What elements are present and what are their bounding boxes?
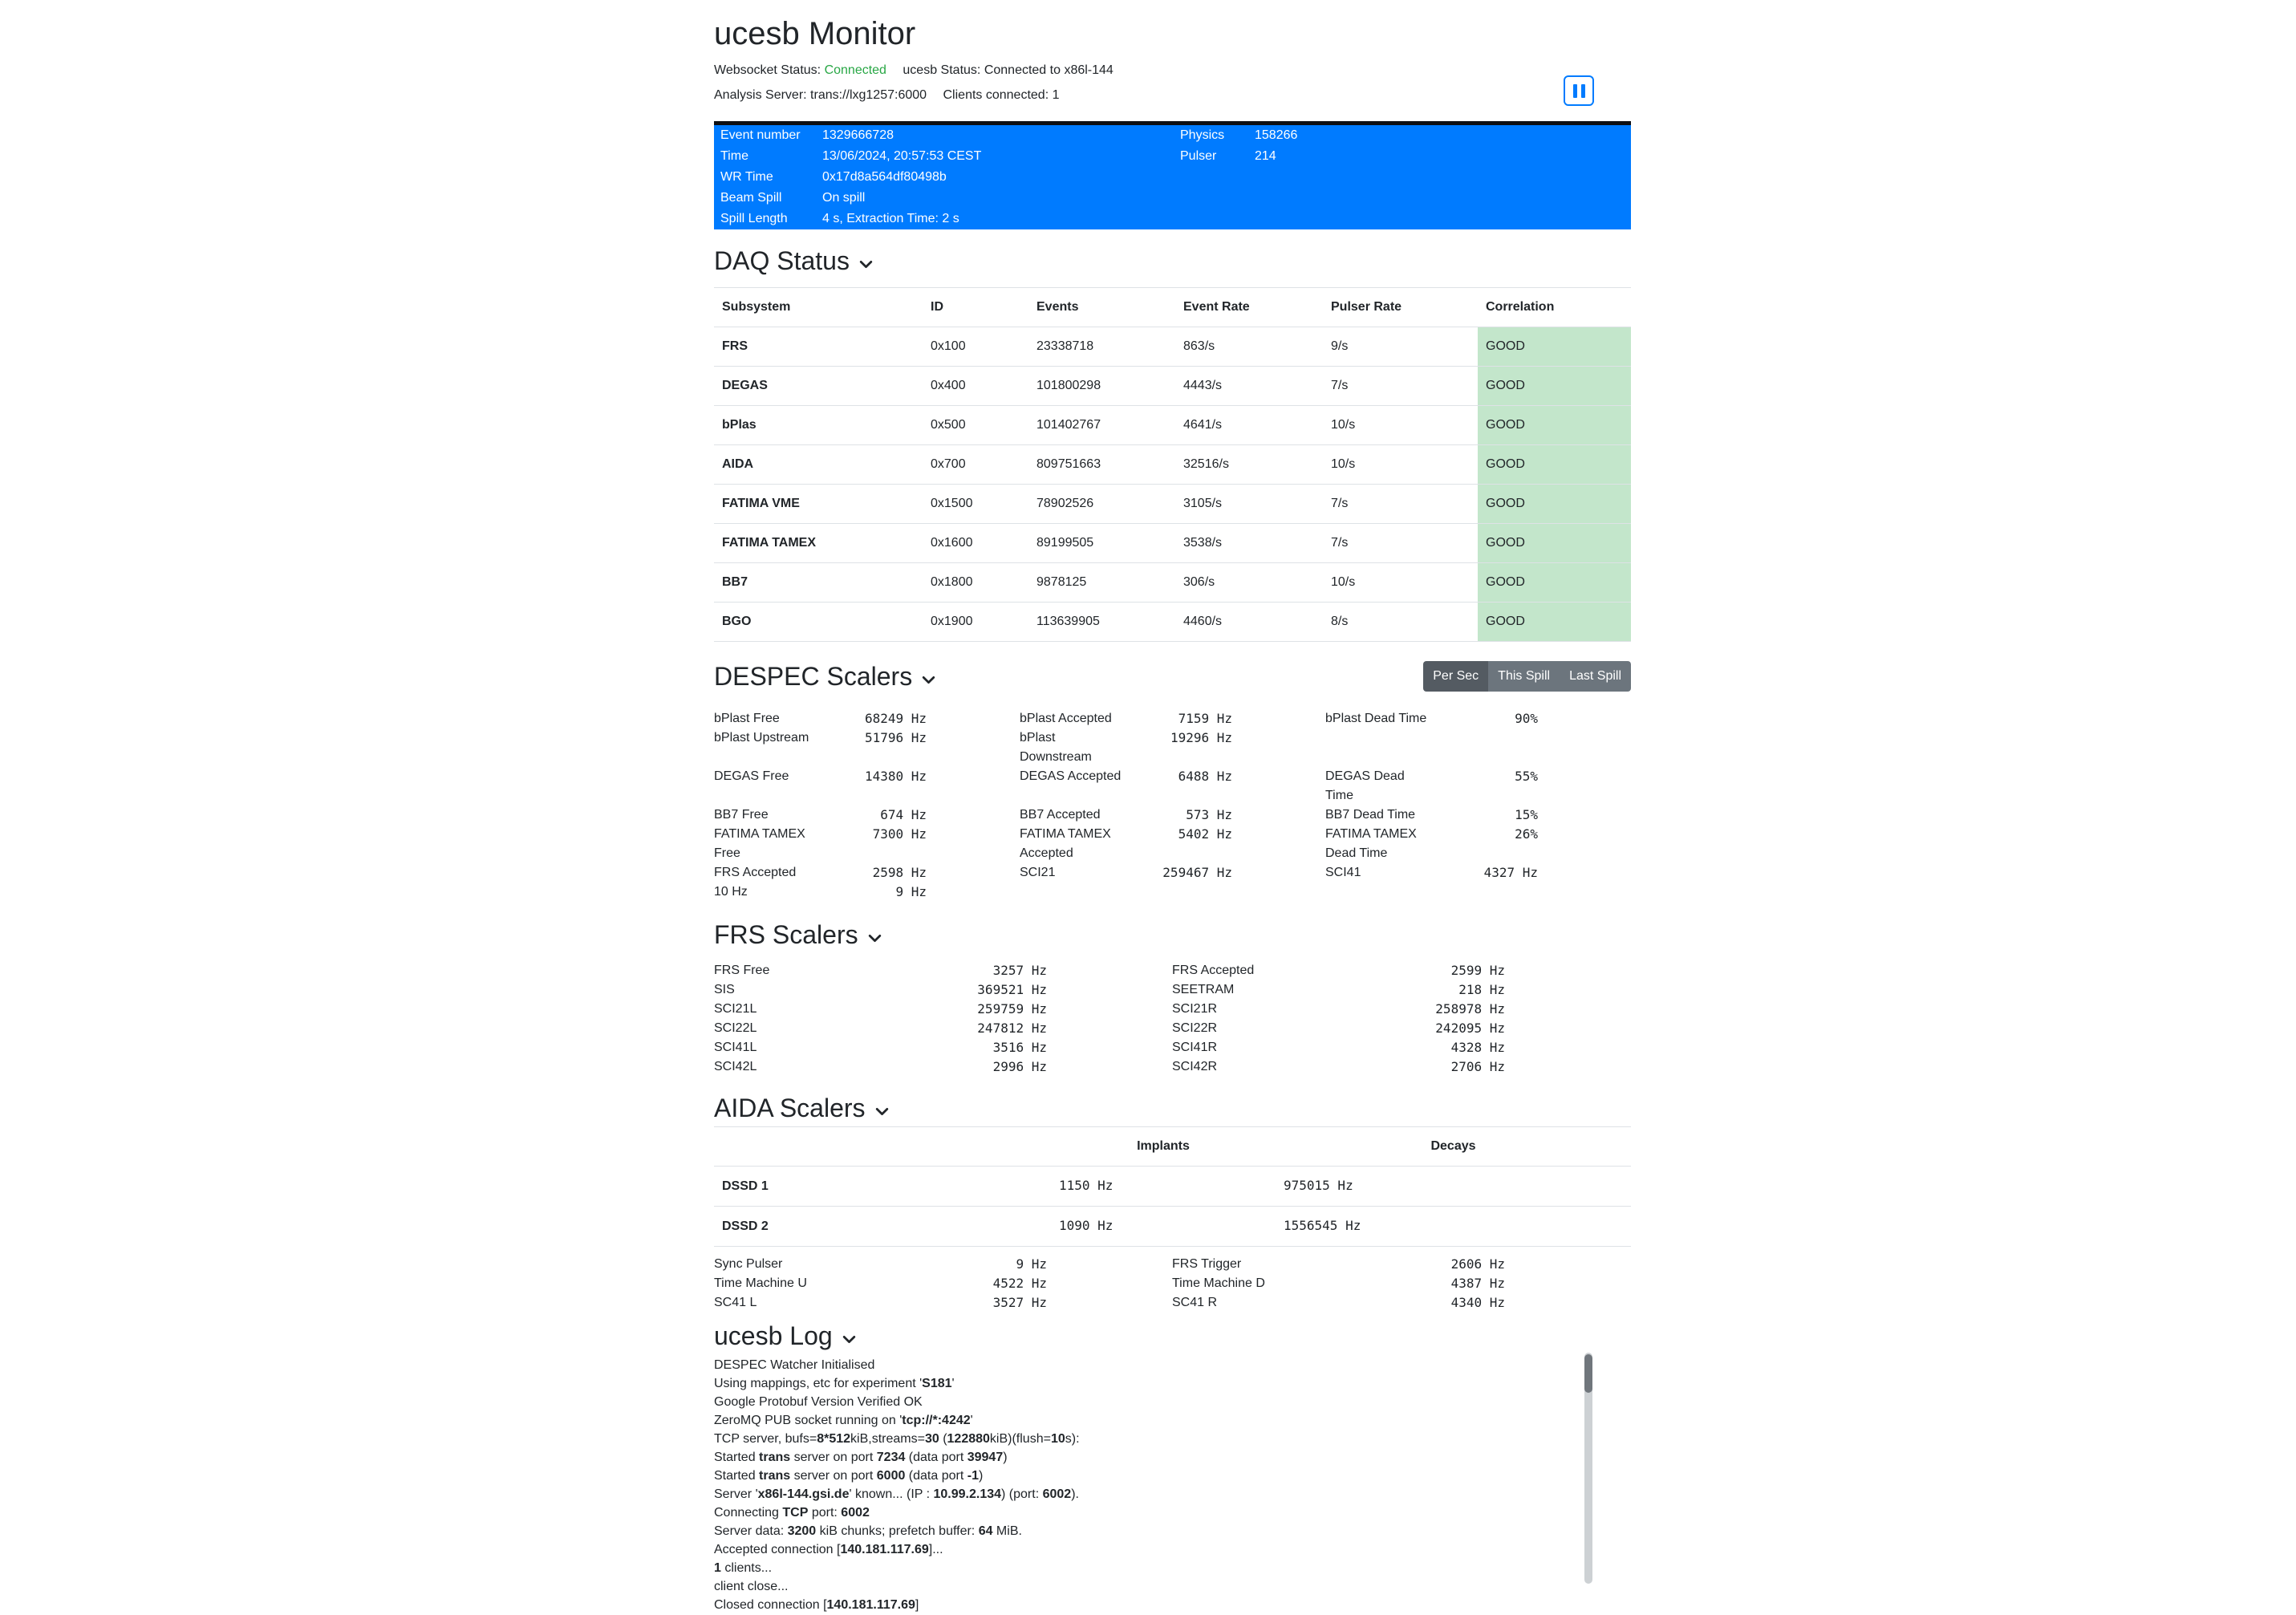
subsystem-pulser-rate: 10/s <box>1323 445 1478 485</box>
subsystem-event-rate: 32516/s <box>1175 445 1323 485</box>
event-value: On spill <box>822 191 866 205</box>
table-row <box>714 524 1631 563</box>
scaler-value: 4327 Hz <box>1483 865 1538 880</box>
chevron-down-icon[interactable] <box>841 1331 858 1348</box>
scaler-label: SCI41 <box>1325 866 1361 879</box>
aida-dssd-table <box>714 1126 1631 1247</box>
scaler-label: SCI22R <box>1172 1021 1218 1035</box>
column-header: Event Rate <box>1175 288 1323 327</box>
subsystem-name: FRS <box>714 327 923 367</box>
subsystem-event-rate: 4641/s <box>1175 406 1323 445</box>
table-row <box>714 485 1631 524</box>
subsystem-events: 101402767 <box>1028 406 1175 445</box>
subsystem-id: 0x1800 <box>923 563 1028 603</box>
scaler-label: SCI21R <box>1172 1002 1218 1016</box>
scaler-value: 674 Hz <box>880 807 927 822</box>
scaler-value: 9 Hz <box>1016 1256 1047 1272</box>
this-spill-button[interactable]: This Spill <box>1488 661 1560 692</box>
scaler-value: 15% <box>1515 807 1538 822</box>
column-header: Implants <box>1051 1127 1276 1167</box>
scaler-label: SCI41L <box>714 1041 757 1054</box>
scaler-row <box>714 767 1631 805</box>
log-line: Accepted connection [140.181.117.69]... <box>714 1543 943 1556</box>
scaler-value: 369521 Hz <box>977 982 1047 997</box>
subsystem-events: 78902526 <box>1028 485 1175 524</box>
scaler-row <box>714 709 1631 728</box>
table-row <box>714 603 1631 642</box>
subsystem-pulser-rate: 7/s <box>1323 485 1478 524</box>
scaler-row <box>714 1000 1631 1019</box>
subsystem-name: BB7 <box>714 563 923 603</box>
decays-value: 1556545 Hz <box>1284 1218 1361 1233</box>
clients-connected-value: 1 <box>1052 88 1060 102</box>
daq-status-table <box>714 287 1631 642</box>
scaler-value: 2598 Hz <box>872 865 927 880</box>
scaler-row <box>714 1038 1631 1057</box>
scaler-value: 6488 Hz <box>1178 769 1232 784</box>
scaler-label: SEETRAM <box>1172 983 1235 996</box>
scaler-label: 10 Hz <box>714 885 748 899</box>
scaler-label: bPlast Free <box>714 712 780 725</box>
despec-scalers-heading: DESPEC Scalers <box>714 662 913 691</box>
analysis-server-value: trans://lxg1257:6000 <box>810 88 927 102</box>
scaler-label: FRS Accepted <box>1172 964 1255 977</box>
scaler-value: 51796 Hz <box>864 730 927 745</box>
log-scrollbar-track[interactable] <box>1584 1353 1592 1584</box>
scaler-row <box>714 1057 1631 1077</box>
scaler-row <box>714 863 1631 883</box>
log-line: Using mappings, etc for experiment 'S181' <box>714 1377 955 1390</box>
subsystem-name: FATIMA TAMEX <box>714 524 923 563</box>
scaler-label: BB7 Free <box>714 808 769 822</box>
scaler-row <box>714 883 1631 902</box>
subsystem-event-rate: 3105/s <box>1175 485 1323 524</box>
log-line: TCP server, bufs=8*512kiB,streams=30 (122880kiB)(flush=10s): <box>714 1432 1080 1446</box>
dssd-name: DSSD 2 <box>714 1207 1051 1247</box>
event-info-panel <box>714 121 1631 229</box>
scaler-mode-button-group <box>1423 661 1631 692</box>
pause-icon <box>1573 84 1577 98</box>
log-output[interactable] <box>714 1356 1631 1614</box>
subsystem-pulser-rate: 10/s <box>1323 563 1478 603</box>
table-row <box>714 1207 1631 1247</box>
subsystem-pulser-rate: 7/s <box>1323 367 1478 406</box>
ucesb-log-heading: ucesb Log <box>714 1321 833 1350</box>
correlation-status-badge: GOOD <box>1478 406 1631 445</box>
table-row <box>714 406 1631 445</box>
scaler-label: bPlast Dead Time <box>1325 712 1427 725</box>
scaler-value: 242095 Hz <box>1435 1021 1505 1036</box>
subsystem-pulser-rate: 9/s <box>1323 327 1478 367</box>
subsystem-events: 23338718 <box>1028 327 1175 367</box>
event-label: Spill Length <box>720 212 788 225</box>
scaler-label: FRS Trigger <box>1172 1257 1242 1271</box>
scaler-value: 259759 Hz <box>977 1001 1047 1016</box>
scaler-value: 3527 Hz <box>992 1295 1047 1310</box>
implants-value: 1150 Hz <box>1059 1178 1114 1193</box>
aida-scalers-heading: AIDA Scalers <box>714 1094 866 1122</box>
despec-scalers-section-header <box>714 661 1631 692</box>
subsystem-pulser-rate: 10/s <box>1323 406 1478 445</box>
page <box>714 14 1631 1614</box>
scaler-value: 19296 Hz <box>1170 730 1232 745</box>
frs-scalers-list <box>714 961 1631 1077</box>
chevron-down-icon[interactable] <box>866 930 883 947</box>
scaler-label: SCI42L <box>714 1060 757 1073</box>
scaler-label: SC41 L <box>714 1296 757 1309</box>
log-line: Started trans server on port 7234 (data port 39947) <box>714 1451 1008 1464</box>
ucesb-status-label: ucesb Status: <box>903 63 981 77</box>
frs-scalers-heading: FRS Scalers <box>714 920 858 949</box>
scaler-label: bPlast Upstream <box>714 731 809 745</box>
subsystem-name: FATIMA VME <box>714 485 923 524</box>
log-line: Server 'x86l-144.gsi.de' known... (IP : 10.99.2.134) (port: 6002). <box>714 1487 1079 1501</box>
correlation-status-badge: GOOD <box>1478 603 1631 642</box>
event-panel-row <box>714 209 1631 229</box>
subsystem-events: 101800298 <box>1028 367 1175 406</box>
pause-icon <box>1581 84 1585 98</box>
table-row <box>714 367 1631 406</box>
scaler-value: 218 Hz <box>1458 982 1505 997</box>
event-panel-row <box>714 167 1631 188</box>
scaler-value: 259467 Hz <box>1162 865 1232 880</box>
scaler-value: 2706 Hz <box>1450 1059 1505 1074</box>
scaler-label: Time Machine U <box>714 1276 807 1290</box>
scaler-value: 7159 Hz <box>1178 711 1232 726</box>
daq-header-row <box>714 288 1631 327</box>
subsystem-events: 89199505 <box>1028 524 1175 563</box>
column-header: Events <box>1028 288 1175 327</box>
frs-scalers-section-header <box>714 919 1631 950</box>
scaler-value: 90% <box>1515 711 1538 726</box>
scaler-value: 55% <box>1515 769 1538 784</box>
scaler-label: BB7 Accepted <box>1020 808 1101 822</box>
websocket-status-value: Connected <box>824 63 886 77</box>
aida-header-row <box>714 1127 1631 1167</box>
subsystem-pulser-rate: 8/s <box>1323 603 1478 642</box>
table-row <box>714 445 1631 485</box>
scaler-value: 573 Hz <box>1186 807 1232 822</box>
scaler-label: bPlast Accepted <box>1020 712 1112 725</box>
scaler-label: SCI21L <box>714 1002 757 1016</box>
ucesb-log-section-header <box>714 1321 1631 1351</box>
subsystem-name: BGO <box>714 603 923 642</box>
scaler-row <box>714 1255 1631 1274</box>
column-header: Pulser Rate <box>1323 288 1478 327</box>
subsystem-name: bPlas <box>714 406 923 445</box>
aida-scalers-list <box>714 1255 1631 1313</box>
subsystem-pulser-rate: 7/s <box>1323 524 1478 563</box>
daq-status-section-header <box>714 245 1631 276</box>
scaler-label: BB7 Dead Time <box>1325 808 1416 822</box>
scaler-label: FATIMA TAMEX Accepted <box>1020 827 1111 860</box>
scaler-label: FRS Free <box>714 964 770 977</box>
dssd-name: DSSD 1 <box>714 1167 1051 1207</box>
scaler-value: 2606 Hz <box>1450 1256 1505 1272</box>
scaler-value: 3257 Hz <box>992 963 1047 978</box>
subsystem-event-rate: 863/s <box>1175 327 1323 367</box>
correlation-status-badge: GOOD <box>1478 445 1631 485</box>
event-label: Event number <box>720 128 801 142</box>
scaler-value: 5402 Hz <box>1178 826 1232 842</box>
clients-connected-label: Clients connected: <box>943 88 1049 102</box>
subsystem-id: 0x1900 <box>923 603 1028 642</box>
scaler-value: 2599 Hz <box>1450 963 1505 978</box>
scaler-value: 26% <box>1515 826 1538 842</box>
log-line: Started trans server on port 6000 (data port -1) <box>714 1469 984 1483</box>
ucesb-status-value: Connected to x86l-144 <box>984 63 1114 77</box>
event-value: 214 <box>1255 149 1276 163</box>
analysis-server-label: Analysis Server: <box>714 88 807 102</box>
correlation-status-badge: GOOD <box>1478 327 1631 367</box>
daq-status-heading: DAQ Status <box>714 246 850 275</box>
scaler-row <box>714 980 1631 1000</box>
log-line: Connecting TCP port: 6002 <box>714 1506 870 1520</box>
aida-scalers-section-header <box>714 1093 1631 1123</box>
subsystem-name: AIDA <box>714 445 923 485</box>
scaler-label: FATIMA TAMEX Dead Time <box>1325 827 1417 860</box>
subsystem-id: 0x400 <box>923 367 1028 406</box>
scaler-value: 3516 Hz <box>992 1040 1047 1055</box>
subsystem-id: 0x500 <box>923 406 1028 445</box>
correlation-status-badge: GOOD <box>1478 563 1631 603</box>
event-value: 1329666728 <box>822 128 894 142</box>
log-line: Server data: 3200 kiB chunks; prefetch buffer: 64 MiB. <box>714 1524 1022 1538</box>
scaler-value: 68249 Hz <box>864 711 927 726</box>
event-panel-row <box>714 188 1631 209</box>
scaler-row <box>714 825 1631 863</box>
scaler-row <box>714 1019 1631 1038</box>
subsystem-id: 0x1600 <box>923 524 1028 563</box>
subsystem-event-rate: 4460/s <box>1175 603 1323 642</box>
event-panel-row <box>714 146 1631 167</box>
log-line: Google Protobuf Version Verified OK <box>714 1395 923 1409</box>
chevron-down-icon[interactable] <box>858 256 874 273</box>
correlation-status-badge: GOOD <box>1478 524 1631 563</box>
log-line: client close... <box>714 1580 789 1593</box>
scaler-label: bPlast Downstream <box>1020 731 1092 764</box>
correlation-status-badge: GOOD <box>1478 367 1631 406</box>
log-scrollbar-thumb[interactable] <box>1584 1354 1592 1393</box>
column-header: Correlation <box>1478 288 1631 327</box>
event-label: Time <box>720 149 748 163</box>
event-value: 0x17d8a564df80498b <box>822 170 947 184</box>
scaler-value: 4387 Hz <box>1450 1276 1505 1291</box>
scaler-value: 4328 Hz <box>1450 1040 1505 1055</box>
scaler-value: 258978 Hz <box>1435 1001 1505 1016</box>
scaler-label: DEGAS Free <box>714 769 789 783</box>
scaler-label: SCI21 <box>1020 866 1056 879</box>
subsystem-event-rate: 3538/s <box>1175 524 1323 563</box>
scaler-value: 14380 Hz <box>864 769 927 784</box>
subsystem-id: 0x700 <box>923 445 1028 485</box>
table-row <box>714 1167 1631 1207</box>
scaler-label: DEGAS Dead Time <box>1325 769 1405 802</box>
scaler-row <box>714 961 1631 980</box>
subsystem-events: 9878125 <box>1028 563 1175 603</box>
per-sec-button[interactable]: Per Sec <box>1423 661 1488 692</box>
event-label: Pulser <box>1180 149 1217 163</box>
event-value: 4 s, Extraction Time: 2 s <box>822 212 959 225</box>
scaler-label: FRS Accepted <box>714 866 797 879</box>
websocket-status-label: Websocket Status: <box>714 63 821 77</box>
decays-value: 975015 Hz <box>1284 1178 1353 1193</box>
column-header: Decays <box>1276 1127 1631 1167</box>
scaler-value: 4340 Hz <box>1450 1295 1505 1310</box>
scaler-label: DEGAS Accepted <box>1020 769 1122 783</box>
event-label: Beam Spill <box>720 191 782 205</box>
subsystem-event-rate: 4443/s <box>1175 367 1323 406</box>
scaler-label: Time Machine D <box>1172 1276 1265 1290</box>
table-row <box>714 563 1631 603</box>
subsystem-event-rate: 306/s <box>1175 563 1323 603</box>
scaler-value: 7300 Hz <box>872 826 927 842</box>
subsystem-events: 809751663 <box>1028 445 1175 485</box>
subsystem-events: 113639905 <box>1028 603 1175 642</box>
subsystem-name: DEGAS <box>714 367 923 406</box>
scaler-row <box>714 728 1631 767</box>
scaler-row <box>714 805 1631 825</box>
last-spill-button[interactable]: Last Spill <box>1560 661 1631 692</box>
log-line: DESPEC Watcher Initialised <box>714 1358 875 1372</box>
column-header: Subsystem <box>714 288 923 327</box>
scaler-label: SCI41R <box>1172 1041 1218 1054</box>
table-row <box>714 327 1631 367</box>
scaler-label: SIS <box>714 983 735 996</box>
event-value: 13/06/2024, 20:57:53 CEST <box>822 149 982 163</box>
implants-value: 1090 Hz <box>1059 1218 1114 1233</box>
log-line: 1 clients... <box>714 1561 773 1575</box>
scaler-value: 9 Hz <box>895 884 927 899</box>
despec-scalers-list <box>714 709 1631 902</box>
chevron-down-icon[interactable] <box>920 672 937 688</box>
log-line: Closed connection [140.181.117.69] <box>714 1598 919 1612</box>
scaler-label: FATIMA TAMEX Free <box>714 827 805 860</box>
event-panel-row <box>714 124 1631 147</box>
connection-status-line <box>714 61 1631 80</box>
scaler-value: 247812 Hz <box>977 1021 1047 1036</box>
scaler-label: Sync Pulser <box>714 1257 783 1271</box>
page-title: ucesb Monitor <box>714 16 916 51</box>
event-label: WR Time <box>720 170 773 184</box>
pause-button[interactable] <box>1564 75 1594 106</box>
scaler-row <box>714 1274 1631 1293</box>
event-label: Physics <box>1180 128 1225 142</box>
log-line: ZeroMQ PUB socket running on 'tcp://*:4242' <box>714 1414 973 1427</box>
subsystem-id: 0x1500 <box>923 485 1028 524</box>
column-header: ID <box>923 288 1028 327</box>
chevron-down-icon[interactable] <box>874 1103 890 1120</box>
scaler-label: SC41 R <box>1172 1296 1218 1309</box>
server-status-line <box>714 86 1631 105</box>
event-value: 158266 <box>1255 128 1298 142</box>
correlation-status-badge: GOOD <box>1478 485 1631 524</box>
scaler-label: SCI42R <box>1172 1060 1218 1073</box>
subsystem-id: 0x100 <box>923 327 1028 367</box>
scaler-row <box>714 1293 1631 1313</box>
scaler-value: 4522 Hz <box>992 1276 1047 1291</box>
scaler-value: 2996 Hz <box>992 1059 1047 1074</box>
scaler-label: SCI22L <box>714 1021 757 1035</box>
